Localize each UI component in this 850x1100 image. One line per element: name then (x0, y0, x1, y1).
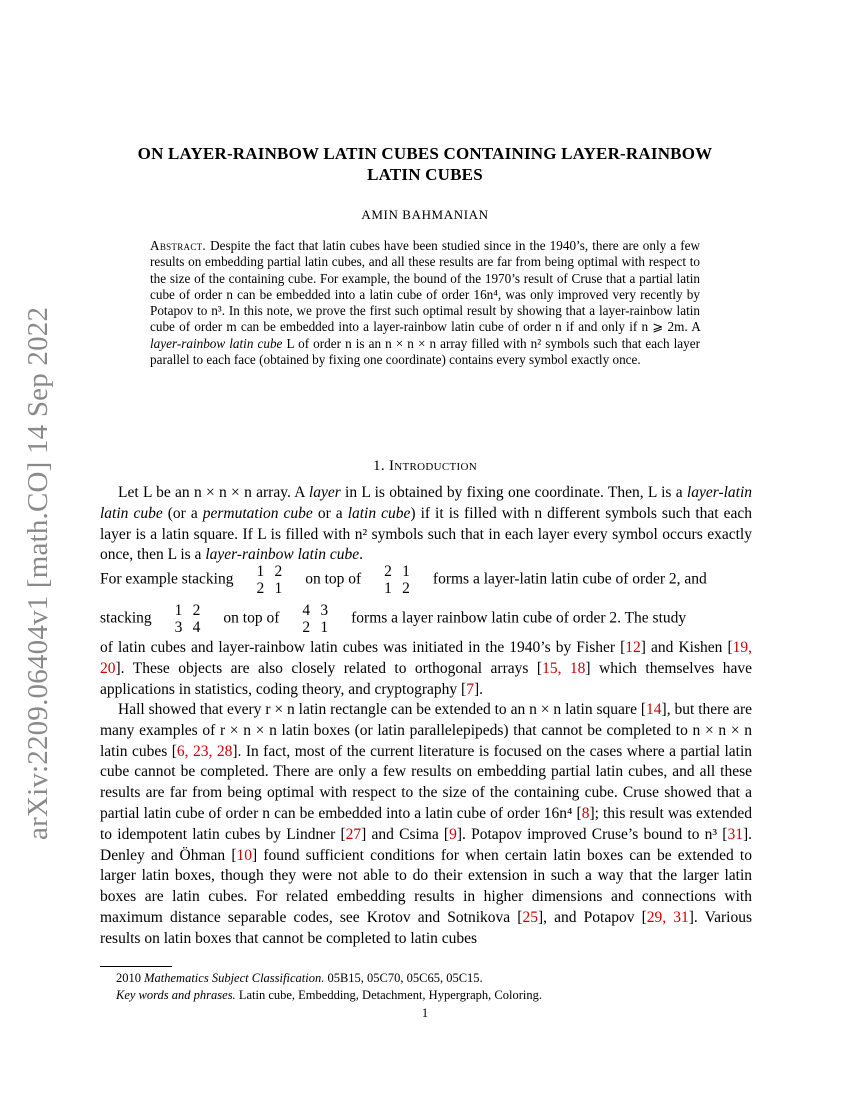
abstract-text-1: Despite the fact that latin cubes have been studied since in the 1940’s, there are only a few results on embedding partial latin cubes, and all these results are far from being optimal with respect to the size of the containing cube. For example, the bound of the 1970’s result of Cruse that a partial latin cube of order n can be embedded into a latin cube of order 16n⁴, was only improved very recently by Potapov to n³. In this note, we prove the first such optimal result by showing that a layer-rainbow latin cube of order m can be embedded into a layer-rainbow latin cube of order n if and only if n ⩾ 2m. A (150, 238, 701, 335)
p3-text-g: ]. Denley and Öhman [ (100, 825, 752, 864)
msc-footnote (100, 970, 752, 987)
abstract-text-2: L of order n is an n × n × n array filled with n² symbols such that each layer parallel to each face (obtained by fixing one coordinate) contains every symbol exactly once. (150, 335, 701, 368)
p3-text-a: Hall showed that every r × n latin rectangle can be extended to an n × n latin square [ (118, 701, 647, 718)
section-number: 1. (373, 458, 385, 474)
intro-paragraph-3 (100, 700, 752, 950)
cell: 2 (384, 563, 392, 580)
cell: 2 (274, 563, 283, 580)
p3-text-d: ]; this result was extended to idempotent latin cubes by Lindner [ (100, 804, 752, 843)
cell: 4 (302, 602, 311, 619)
p3-text-j: ]. Various results on latin boxes that cannot be completed to latin cubes (100, 908, 753, 947)
citation-link[interactable]: 25 (522, 908, 538, 926)
keywords-footnote (100, 987, 752, 1004)
p3-text-i: ], and Potapov [ (537, 908, 647, 926)
term-permutation-cube: permutation cube (202, 504, 313, 522)
p2-text-a: of latin cubes and layer-rainbow latin cubes was initiated in the 1940’s by Fisher [ (100, 639, 626, 656)
example1-matrix-2 (379, 563, 415, 597)
citation-link[interactable]: 6, 23, 28 (176, 742, 233, 760)
cell: 1 (174, 602, 183, 619)
citation-link[interactable]: 10 (236, 846, 252, 864)
section-title: Introduction (388, 458, 477, 474)
example2-intro: stacking (100, 609, 152, 627)
citation-link[interactable]: 7 (466, 680, 474, 698)
example1-matrix-1 (251, 563, 287, 597)
p1-text-e: ) if it is filled with n different symbols such that each layer is a latin square. If L is filled with n² symbols such that in each layer every symbol occurs exactly once, then L is a (100, 504, 753, 564)
example1-ontop: on top of (305, 570, 362, 588)
example1-intro: For example stacking (100, 570, 234, 588)
paper-title (96, 143, 754, 185)
p3-text-h: ] found sufficient conditions for when certain latin boxes can be extended to larger latin boxes, though they were not able to do their extension in such a way that the larger latin boxes are latin cubes. For related embedding results in higher dimensions and connections with maximum distance separable codes, see Krotov and Sotnikova [ (100, 846, 752, 926)
p3-text-b: ], but there are many examples of r × n × n latin boxes (or latin parallelepipeds) that cannot be completed to n × n × n latin cubes [ (100, 701, 752, 760)
example-stacking-1 (100, 563, 752, 597)
intro-paragraph-2 (100, 638, 752, 700)
cell: 3 (320, 602, 329, 619)
p2-text-d: ] which themselves have applications in statistics, coding theory, and cryptography [ (100, 659, 752, 698)
term-layer-latin-latin-cube: layer-latin latin cube (100, 484, 753, 522)
cell: 2 (302, 619, 311, 636)
citation-link[interactable]: 9 (449, 825, 457, 843)
citation-link[interactable]: 14 (646, 701, 662, 718)
term-latin-cube: latin cube (347, 504, 411, 522)
p2-text-e: ]. (473, 680, 483, 698)
abstract (150, 238, 700, 368)
cell: 3 (174, 619, 183, 636)
example2-matrix-1 (170, 602, 206, 636)
term-layer: layer (308, 484, 341, 501)
keywords-label: Key words and phrases. (116, 988, 236, 1002)
citation-link[interactable]: 29, 31 (646, 908, 689, 926)
cell: 2 (192, 602, 201, 619)
msc-year: 2010 (116, 971, 141, 985)
title-line-1: ON LAYER-RAINBOW LATIN CUBES CONTAINING LAYER-RAINBOW (137, 144, 713, 163)
p3-text-e: ] and Csima [ (361, 825, 450, 843)
citation-link[interactable]: 15, 18 (542, 659, 586, 677)
example1-tail: forms a layer-latin latin cube of order 2, and (432, 570, 707, 588)
p2-text-c: ]. These objects are also closely related to orthogonal arrays [ (115, 659, 543, 677)
cell: 1 (256, 563, 265, 580)
citation-link[interactable]: 12 (625, 639, 641, 656)
cell: 1 (320, 619, 329, 636)
cell: 1 (384, 580, 392, 597)
citation-link[interactable]: 31 (727, 825, 743, 843)
footnotes (100, 970, 752, 1004)
section-heading (96, 458, 754, 475)
cell: 4 (192, 619, 201, 636)
p3-text-c: ]. In fact, most of the current literature is focused on the cases where a partial latin cube cannot be completed. There are only a few results on embedding partial latin cubes, and all these results are far from being optimal with respect to the size of the containing cube. Cruse showed that a partial latin cube of order n can be embedded into a latin cube of order 16n⁴ [ (100, 742, 752, 822)
cell: 2 (256, 580, 265, 597)
arxiv-identifier: arXiv:2209.06404v1 [math.CO] 14 Sep 2022 (22, 306, 54, 840)
abstract-label: Abstract. (150, 238, 207, 253)
msc-codes: 05B15, 05C70, 05C65, 05C15. (327, 971, 483, 985)
cell: 1 (402, 563, 410, 580)
p1-text-b: in L is obtained by fixing one coordinate. Then, L is a (345, 484, 683, 501)
intro-paragraph-1 (100, 483, 752, 566)
cell: 2 (402, 580, 410, 597)
keywords-text: Latin cube, Embedding, Detachment, Hypergraph, Coloring. (238, 988, 542, 1002)
p1-text-a: Let L be an n × n × n array. A (118, 484, 305, 501)
citation-link[interactable]: 27 (345, 825, 362, 843)
citation-link[interactable]: 8 (581, 804, 590, 822)
msc-title: Mathematics Subject Classification. (144, 971, 325, 985)
example2-matrix-2 (297, 602, 333, 636)
p1-text-d: or a (317, 504, 343, 522)
footnote-rule (100, 966, 172, 967)
p1-text-c: (or a (167, 504, 198, 522)
term-layer-rainbow-latin-cube: layer-rainbow latin cube (205, 546, 360, 564)
citation-link[interactable]: 19, 20 (100, 639, 752, 677)
p1-text-f: . (359, 546, 363, 564)
p3-text-f: ]. Potapov improved Cruse’s bound to n³ [ (456, 825, 728, 843)
example2-ontop: on top of (223, 609, 280, 627)
abstract-term: layer-rainbow latin cube (150, 335, 283, 351)
example2-tail: forms a layer rainbow latin cube of order 2. The study (351, 609, 687, 627)
example-stacking-2 (100, 602, 752, 636)
cell: 1 (274, 580, 283, 597)
title-line-2: LATIN CUBES (367, 165, 483, 184)
page-number: 1 (421, 1006, 429, 1020)
author-name: AMIN BAHMANIAN (361, 207, 489, 222)
p2-text-b: ] and Kishen [ (640, 639, 733, 656)
